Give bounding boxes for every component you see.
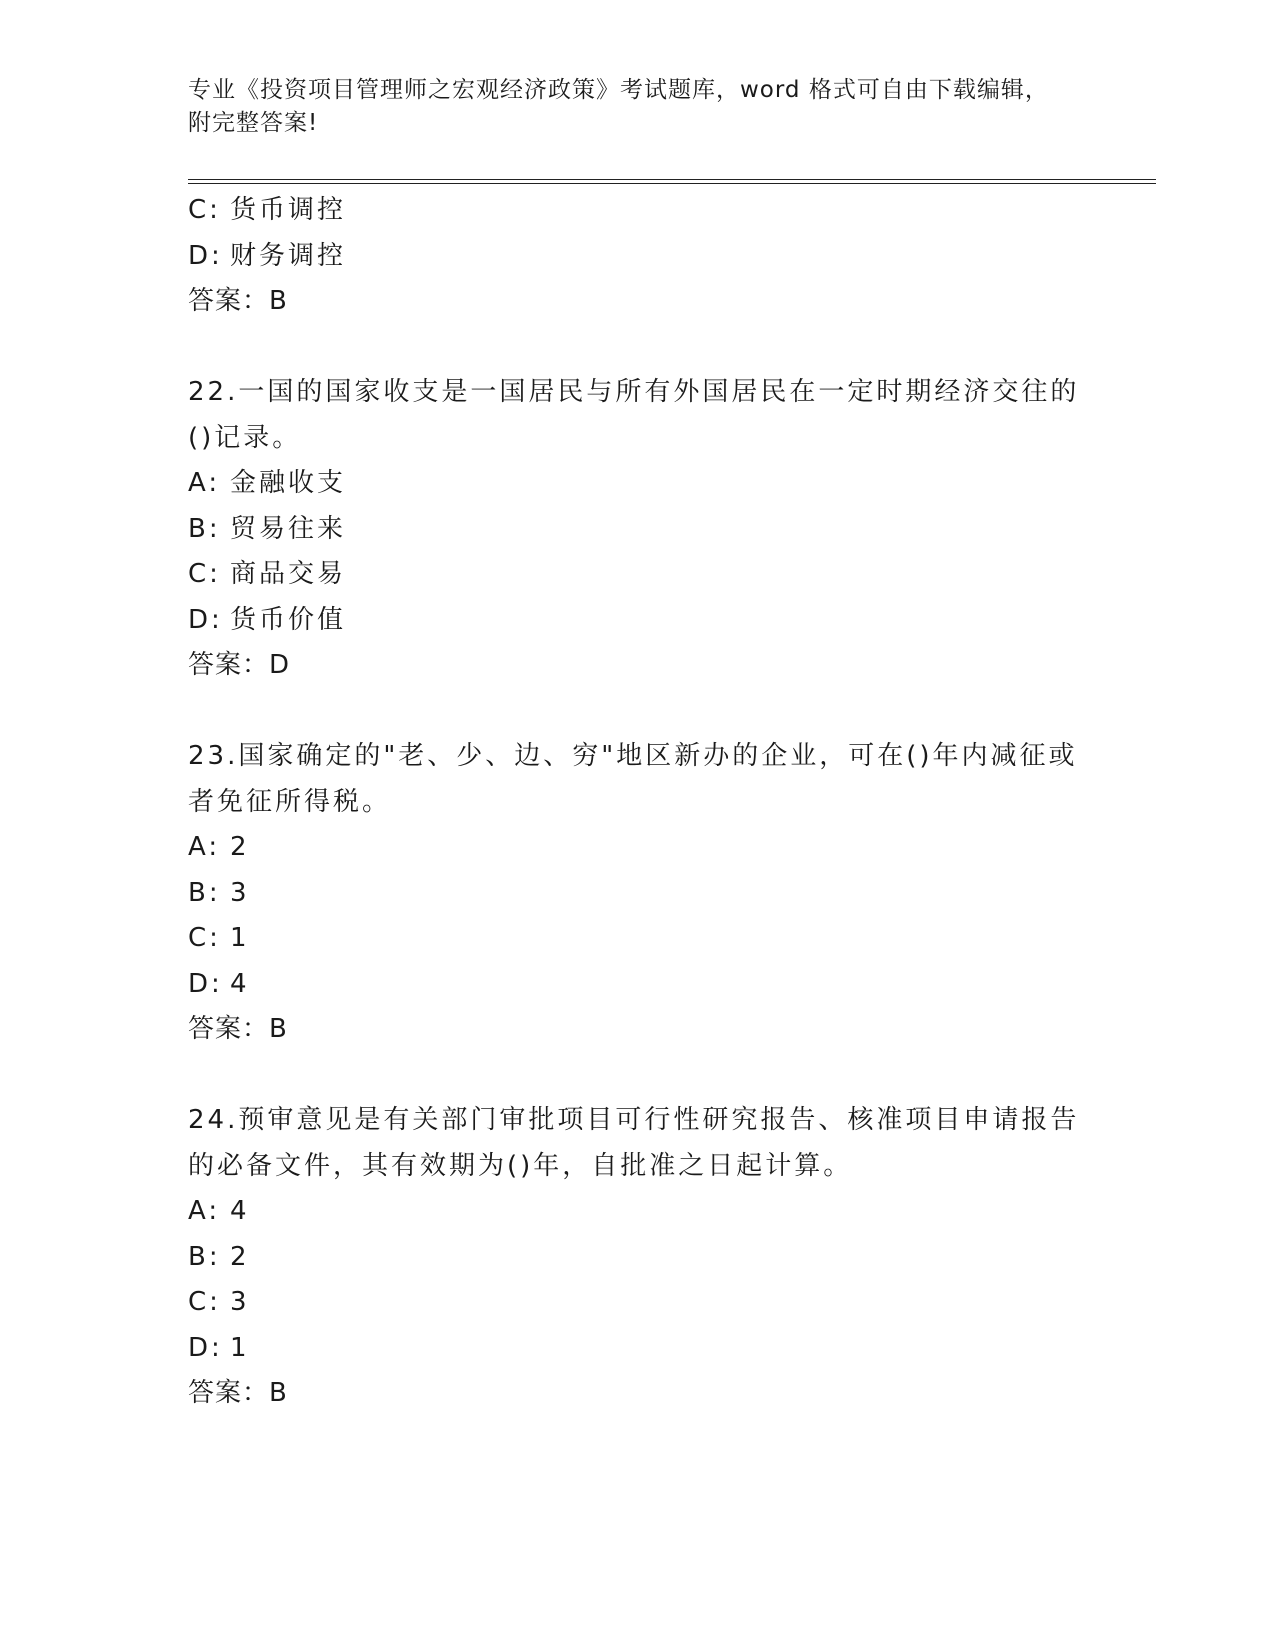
answer-label: 答案：B — [188, 286, 288, 316]
option-d: D: 1 — [188, 1332, 250, 1363]
answer-label: 答案：B — [188, 1014, 288, 1044]
option-b: B: 3 — [188, 877, 250, 908]
option-d: D: 货币价值 — [188, 604, 347, 635]
option-b: B: 贸易往来 — [188, 513, 347, 544]
document-header — [188, 74, 1088, 140]
question-list — [188, 188, 1088, 1417]
header-divider-top — [188, 179, 1156, 180]
option-a: A: 4 — [188, 1196, 250, 1226]
option-a: A: 金融收支 — [188, 468, 347, 498]
question-text-cont: 者免征所得税。 — [188, 786, 392, 817]
option-c: C: 1 — [188, 923, 250, 953]
question-text: 24.预审意见是有关部门审批项目可行性研究报告、核准项目申请报告 — [188, 1105, 1080, 1135]
answer-label: 答案：D — [188, 650, 291, 680]
question-24 — [188, 1098, 1088, 1417]
question-text: 22.一国的国家收支是一国居民与所有外国居民在一定时期经济交往的 — [188, 377, 1080, 407]
option-c: C: 3 — [188, 1287, 250, 1317]
option-c: C: 商品交易 — [188, 559, 347, 589]
question-text: 23.国家确定的"老、少、边、穷"地区新办的企业，可在()年内减征或 — [188, 741, 1078, 771]
option-b: B: 2 — [188, 1241, 250, 1272]
option-d: D: 财务调控 — [188, 240, 347, 271]
option-a: A: 2 — [188, 832, 250, 862]
question-text-cont: 的必备文件，其有效期为()年，自批准之日起计算。 — [188, 1150, 853, 1181]
option-d: D: 4 — [188, 968, 250, 999]
prev-question — [188, 188, 1088, 325]
header-line-1: 专业《投资项目管理师之宏观经济政策》考试题库，word 格式可自由下载编辑， — [188, 77, 1049, 103]
question-text-cont: ()记录。 — [188, 422, 302, 453]
question-23 — [188, 734, 1088, 1053]
answer-label: 答案：B — [188, 1378, 288, 1408]
header-divider-bottom — [188, 183, 1156, 184]
question-22 — [188, 370, 1088, 689]
option-c: C: 货币调控 — [188, 195, 347, 225]
header-line-2: 附完整答案! — [188, 110, 319, 136]
